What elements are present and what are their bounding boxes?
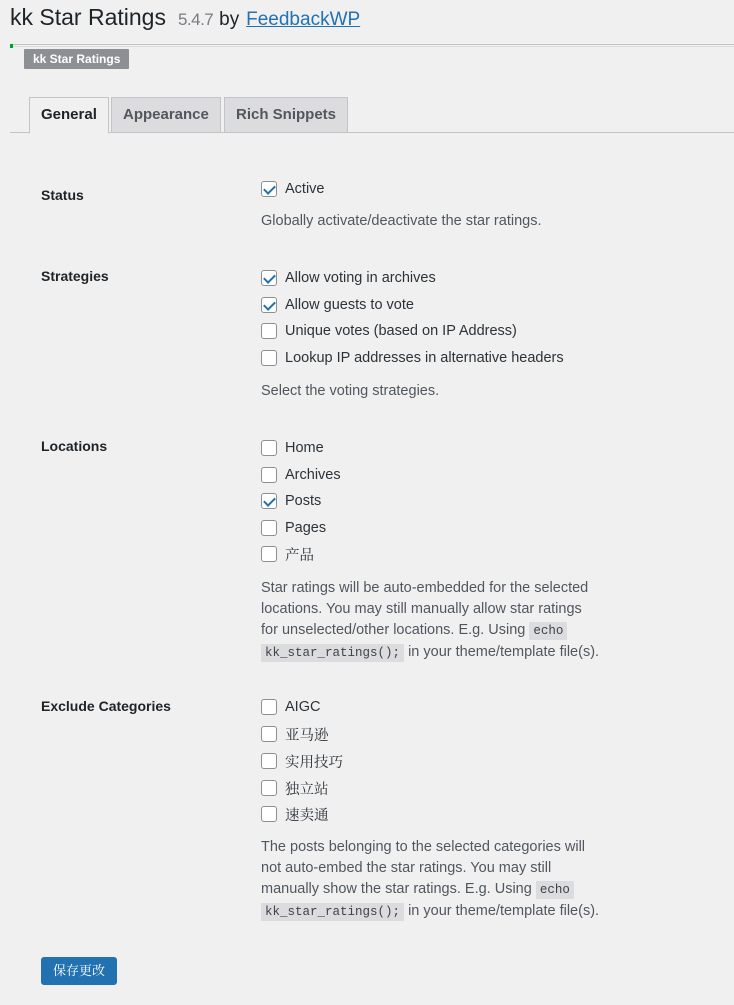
description-line: The posts belonging to the selected categories will <box>261 839 586 855</box>
category-option-aliexpress[interactable] <box>261 805 329 823</box>
checkbox-allow-guests[interactable] <box>261 297 277 313</box>
code-snippet: echo <box>529 622 567 640</box>
status-label: Status <box>41 187 84 203</box>
checkbox-aigc[interactable] <box>261 699 277 715</box>
description-text: in your theme/template file(s). <box>408 903 600 919</box>
author-link[interactable]: FeedbackWP <box>246 9 361 30</box>
strategy-option-guests[interactable] <box>261 296 414 314</box>
checkbox-label: Unique votes (based on IP Address) <box>285 323 517 339</box>
strategy-option-archives[interactable] <box>261 269 436 287</box>
checkbox-label: AIGC <box>285 699 321 715</box>
description-text: for unselected/other locations. E.g. Using <box>261 622 526 638</box>
checkbox-label: 速卖通 <box>285 807 329 824</box>
code-snippet: echo <box>536 881 574 899</box>
locations-description <box>261 578 611 664</box>
strategy-option-unique-votes[interactable] <box>261 322 517 340</box>
category-option-independent-site[interactable] <box>261 779 329 797</box>
checkbox-label: Allow guests to vote <box>285 297 414 313</box>
checkbox-amazon[interactable] <box>261 726 277 742</box>
code-snippet: kk_star_ratings(); <box>261 644 404 662</box>
checkbox-allow-voting-archives[interactable] <box>261 270 277 286</box>
progress-indicator <box>10 44 13 48</box>
checkbox-label: Active <box>285 181 325 197</box>
checkbox-active[interactable] <box>261 181 277 197</box>
version-number: 5.4.7 <box>177 10 214 29</box>
tab-rich-snippets[interactable]: Rich Snippets <box>224 97 348 133</box>
checkbox-archives[interactable] <box>261 467 277 483</box>
location-option-home[interactable] <box>261 439 324 457</box>
exclude-categories-description <box>261 837 611 923</box>
exclude-categories-label: Exclude Categories <box>41 698 171 714</box>
by-text: by <box>219 9 240 30</box>
checkbox-aliexpress[interactable] <box>261 806 277 822</box>
checkbox-label: Allow voting in archives <box>285 270 436 286</box>
page-title: kk Star Ratings <box>10 4 166 30</box>
header-divider-shadow <box>10 46 734 47</box>
locations-label: Locations <box>41 438 108 454</box>
checkbox-independent-site[interactable] <box>261 780 277 796</box>
checkbox-label: Posts <box>285 493 322 509</box>
tab-appearance[interactable]: Appearance <box>111 97 221 133</box>
description-line: not auto-embed the star ratings. You may still <box>261 860 552 876</box>
description-line <box>261 879 611 901</box>
location-option-pages[interactable] <box>261 519 326 537</box>
checkbox-label: 亚马逊 <box>285 727 329 744</box>
description-text: in your theme/template file(s). <box>408 644 600 660</box>
checkbox-home[interactable] <box>261 440 277 456</box>
tab-general[interactable]: General <box>29 97 109 134</box>
checkbox-tips[interactable] <box>261 753 277 769</box>
checkbox-label: 产品 <box>285 547 314 564</box>
checkbox-label: Pages <box>285 520 327 536</box>
checkbox-label: Lookup IP addresses in alternative headers <box>285 350 564 366</box>
status-description: Globally activate/deactivate the star ratings. <box>261 213 542 229</box>
strategy-option-lookup-ip[interactable] <box>261 349 564 367</box>
header-divider <box>10 44 734 45</box>
status-active-option[interactable] <box>261 180 325 198</box>
checkbox-posts[interactable] <box>261 493 277 509</box>
checkbox-label: Home <box>285 440 324 456</box>
checkbox-pages[interactable] <box>261 520 277 536</box>
location-option-archives[interactable] <box>261 466 341 484</box>
checkbox-label: Archives <box>285 467 341 483</box>
description-line <box>261 642 611 664</box>
plugin-header <box>10 4 360 38</box>
description-line: Star ratings will be auto-embedded for the selected <box>261 580 589 596</box>
tab-bar <box>10 96 734 133</box>
location-option-posts[interactable] <box>261 492 321 510</box>
description-line <box>261 620 611 642</box>
category-option-tips[interactable] <box>261 752 343 770</box>
description-text: manually show the star ratings. E.g. Using <box>261 881 532 897</box>
checkbox-label: 实用技巧 <box>285 754 343 771</box>
strategies-description: Select the voting strategies. <box>261 383 440 399</box>
category-option-aigc[interactable] <box>261 698 320 716</box>
description-line: locations. You may still manually allow star ratings <box>261 601 582 617</box>
checkbox-label: 独立站 <box>285 781 329 798</box>
save-changes-button[interactable]: 保存更改 <box>41 957 117 985</box>
checkbox-products[interactable] <box>261 546 277 562</box>
strategies-label: Strategies <box>41 268 109 284</box>
location-option-products[interactable] <box>261 545 314 563</box>
checkbox-lookup-ip[interactable] <box>261 350 277 366</box>
checkbox-unique-votes[interactable] <box>261 323 277 339</box>
plugin-badge: kk Star Ratings <box>24 49 129 69</box>
description-line <box>261 901 611 923</box>
code-snippet: kk_star_ratings(); <box>261 903 404 921</box>
category-option-amazon[interactable] <box>261 725 329 743</box>
